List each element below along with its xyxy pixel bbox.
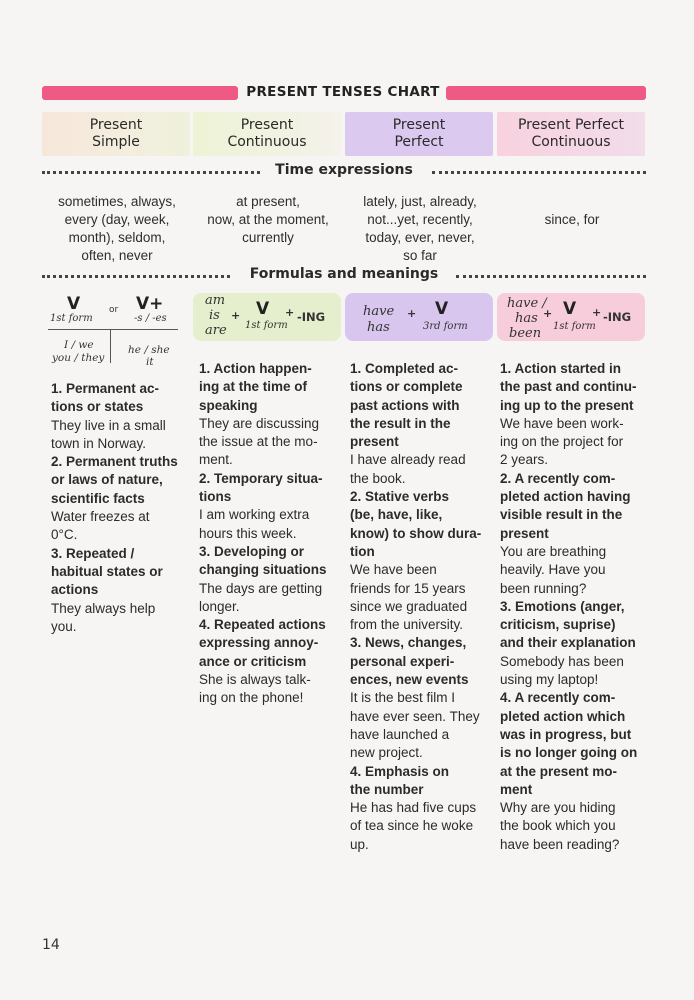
- meaning-heading-line: the past and continu-: [500, 379, 637, 395]
- example-line: The days are getting: [199, 580, 323, 596]
- meaning-heading-line: 3. Emotions (anger,: [500, 598, 625, 614]
- meaning-heading-line: 2. A recently com-: [500, 470, 616, 486]
- meaning-heading-line: the number: [350, 781, 424, 797]
- meaning-heading-line: ences, new events: [350, 672, 469, 688]
- page-number: 14: [42, 937, 60, 953]
- header-present-simple: [42, 112, 190, 156]
- header-present-perfect: [345, 112, 493, 156]
- meaning-heading-line: tion: [350, 543, 375, 559]
- meanings-present-perfect: [350, 360, 488, 854]
- time-line: currently: [242, 230, 294, 245]
- example-line: I am working extra: [199, 507, 310, 523]
- example-line: of tea since he woke: [350, 818, 474, 834]
- title-accent-bar-left: [42, 86, 238, 100]
- formula-verb-form: 3rd form: [423, 321, 468, 332]
- meaning-heading-line: and their explanation: [500, 635, 636, 651]
- formula-present-perfect: [345, 293, 493, 341]
- formula-divider: [48, 329, 178, 330]
- meaning-heading-line: at the present mo-: [500, 763, 618, 779]
- example-line: We have been work-: [500, 415, 624, 431]
- meaning-heading-line: 1. Action happen-: [199, 361, 312, 376]
- example-line: have launched a: [350, 726, 450, 742]
- meaning-heading-line: 3. Developing or: [199, 543, 305, 559]
- meanings-present-simple: [51, 380, 189, 636]
- example-line: using my laptop!: [500, 672, 599, 688]
- meanings-present-perfect-continuous: [500, 360, 642, 854]
- header-line: Present: [392, 117, 446, 133]
- example-line: Why are you hiding: [500, 800, 616, 816]
- meaning-heading-line: 1. Permanent ac-: [51, 381, 160, 396]
- meaning-heading-line: know) to show dura-: [350, 525, 482, 541]
- section-heading-time: Time expressions: [267, 162, 421, 178]
- time-line: since, for: [544, 212, 600, 227]
- example-line: from the university.: [350, 617, 464, 633]
- formula-present-continuous: [193, 293, 341, 341]
- example-line: Somebody has been: [500, 653, 624, 669]
- example-line: been running?: [500, 580, 587, 596]
- meaning-heading-line: tions or complete: [350, 379, 463, 395]
- formula-verb-form: 1st form: [245, 320, 288, 331]
- example-line: have been reading?: [500, 836, 620, 852]
- formula-aux: been: [509, 326, 542, 341]
- header-line: Present: [240, 117, 294, 133]
- meaning-heading-line: tions or states: [51, 399, 144, 415]
- section-divider-time: [42, 162, 646, 180]
- header-line: Perfect: [394, 134, 444, 150]
- header-line: Simple: [92, 134, 140, 150]
- meaning-heading-line: the result in the: [350, 415, 451, 431]
- time-expressions-simple: [42, 193, 192, 265]
- meaning-heading-line: 3. News, changes,: [350, 635, 467, 651]
- example-line: 2 years.: [500, 452, 549, 468]
- formula-subjects: I / we: [64, 339, 94, 351]
- example-line: Water freezes at: [51, 509, 150, 525]
- example-line: She is always talk-: [199, 672, 311, 688]
- meaning-heading-line: was in progress, but: [500, 726, 632, 742]
- formula-aux: am: [205, 293, 226, 308]
- meaning-heading-line: 1. Completed ac-: [350, 361, 459, 376]
- section-divider-formulas: [42, 266, 646, 284]
- example-line: 0°C.: [51, 527, 78, 543]
- meaning-heading-line: 2. Stative verbs: [350, 489, 450, 505]
- formula-verb-form: 1st form: [50, 313, 93, 324]
- formula-aux: have: [363, 304, 395, 319]
- formula-subjects: he / she: [128, 344, 170, 356]
- meaning-heading-line: present: [500, 525, 549, 541]
- example-line: They are discussing: [199, 415, 320, 431]
- formula-verb: V: [563, 299, 577, 319]
- formula-ending: -s / -es: [134, 313, 167, 324]
- example-line: the book.: [350, 470, 406, 486]
- example-line: hours this week.: [199, 525, 297, 541]
- example-line: up.: [350, 836, 369, 852]
- time-expressions-perfect-continuous: [497, 211, 647, 229]
- formula-plus: +: [407, 307, 417, 320]
- example-line: ing on the phone!: [199, 690, 304, 706]
- time-line: at present,: [236, 194, 300, 209]
- meanings-present-continuous: [199, 360, 337, 708]
- example-line: the issue at the mo-: [199, 434, 318, 450]
- meaning-heading-line: past actions with: [350, 397, 460, 413]
- example-line: We have been: [350, 562, 437, 578]
- example-line: ing on the project for: [500, 434, 624, 450]
- meaning-heading-line: speaking: [199, 397, 258, 413]
- header-present-perfect-continuous: [497, 112, 645, 156]
- example-line: friends for 15 years: [350, 580, 466, 596]
- time-line: often, never: [81, 248, 153, 263]
- formula-plus: +: [231, 309, 241, 322]
- example-line: You are breathing: [500, 543, 607, 559]
- formula-aux: is: [209, 308, 220, 323]
- meaning-heading-line: habitual states or: [51, 563, 163, 579]
- time-expressions-perfect: [345, 193, 495, 265]
- meaning-heading-line: ing at the time of: [199, 379, 307, 395]
- section-heading-formulas: Formulas and meanings: [242, 266, 446, 282]
- example-line: the book which you: [500, 818, 616, 834]
- meaning-heading-line: present: [350, 434, 399, 450]
- meaning-heading-line: personal experi-: [350, 653, 455, 669]
- formula-aux: have /: [507, 296, 547, 311]
- example-line: They live in a small: [51, 417, 166, 433]
- meaning-heading-line: 2. Temporary situa-: [199, 470, 323, 486]
- header-present-continuous: [193, 112, 341, 156]
- formula-aux: has: [515, 311, 538, 326]
- formula-verb: V: [435, 299, 449, 319]
- meaning-heading-line: ing up to the present: [500, 397, 634, 413]
- example-line: I have already read: [350, 452, 466, 468]
- meaning-heading-line: scientific facts: [51, 490, 145, 506]
- time-line: lately, just, already,: [363, 194, 477, 209]
- header-line: Continuous: [227, 134, 307, 150]
- example-line: since we graduated: [350, 598, 468, 614]
- meaning-heading-line: or laws of nature,: [51, 472, 163, 488]
- meaning-heading-line: is no longer going on: [500, 745, 638, 761]
- header-line: Present: [89, 117, 143, 133]
- time-line: sometimes, always,: [58, 194, 176, 209]
- meaning-heading-line: changing situations: [199, 562, 327, 578]
- time-line: now, at the moment,: [207, 212, 329, 227]
- meaning-heading-line: 2. Permanent truths: [51, 454, 178, 470]
- formula-verb-form: 1st form: [553, 321, 596, 332]
- example-line: He has had five cups: [350, 800, 477, 816]
- formula-verb: V: [256, 299, 270, 319]
- meaning-heading-line: 4. A recently com-: [500, 690, 616, 706]
- formula-present-simple: [42, 293, 190, 373]
- meaning-heading-line: (be, have, like,: [350, 507, 443, 523]
- time-line: so far: [403, 248, 437, 263]
- example-line: They always help: [51, 600, 156, 616]
- meaning-heading-line: actions: [51, 582, 99, 598]
- meaning-heading-line: pleted action which: [500, 708, 626, 724]
- title-accent-bar-right: [446, 86, 646, 100]
- example-line: you.: [51, 618, 77, 634]
- time-line: every (day, week,: [64, 212, 170, 227]
- example-line: town in Norway.: [51, 435, 147, 451]
- example-line: new project.: [350, 745, 423, 761]
- formula-ending: -ING: [297, 310, 326, 324]
- formula-plus: +: [285, 306, 295, 319]
- time-line: month), seldom,: [68, 230, 166, 245]
- page-title: PRESENT TENSES CHART: [246, 84, 440, 100]
- formula-subjects: you / they: [52, 352, 105, 364]
- formula-ending: -ING: [603, 310, 632, 324]
- formula-divider: [110, 329, 111, 363]
- example-line: It is the best film I: [350, 690, 456, 706]
- formula-verb: V+: [136, 294, 164, 314]
- header-line: Present Perfect: [517, 117, 625, 133]
- meaning-heading-line: expressing annoy-: [199, 635, 319, 651]
- example-line: longer.: [199, 598, 240, 614]
- formula-aux: has: [367, 320, 390, 335]
- formula-plus: +: [543, 307, 553, 320]
- meaning-heading-line: visible result in the: [500, 507, 623, 523]
- meaning-heading-line: tions: [199, 489, 232, 505]
- formula-or: or: [109, 305, 119, 315]
- example-line: heavily. Have you: [500, 562, 606, 578]
- meaning-heading-line: 4. Repeated actions: [199, 617, 326, 633]
- chart-title-row: [42, 84, 646, 102]
- time-line: not...yet, recently,: [367, 212, 473, 227]
- formula-present-perfect-continuous: [497, 293, 645, 341]
- meaning-heading-line: 4. Emphasis on: [350, 763, 450, 779]
- meaning-heading-line: 1. Action started in: [500, 361, 622, 376]
- formula-verb: V: [67, 294, 81, 314]
- time-line: today, ever, never,: [365, 230, 475, 245]
- meaning-heading-line: ment: [500, 781, 533, 797]
- time-expressions-continuous: [193, 193, 343, 247]
- formula-aux: are: [205, 323, 227, 338]
- meaning-heading-line: pleted action having: [500, 489, 631, 505]
- formula-plus: +: [592, 306, 602, 319]
- meaning-heading-line: 3. Repeated /: [51, 545, 135, 561]
- example-line: ment.: [199, 452, 233, 468]
- meaning-heading-line: criticism, suprise): [500, 617, 616, 633]
- example-line: have ever seen. They: [350, 708, 480, 724]
- meaning-heading-line: ance or criticism: [199, 653, 307, 669]
- header-line: Continuous: [531, 134, 611, 150]
- formula-subjects: it: [146, 356, 154, 368]
